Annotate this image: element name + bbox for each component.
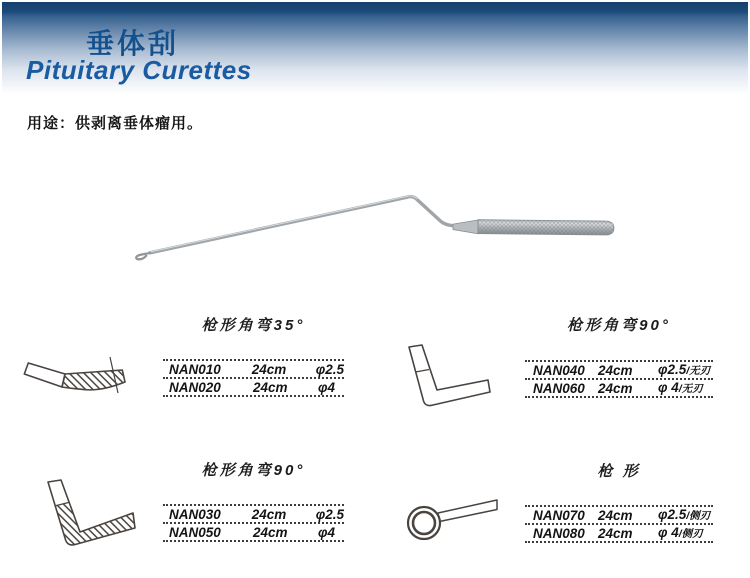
spec-cell: φ2.5/侧刃 — [658, 507, 711, 522]
spec-cell: φ 4/无刃 — [658, 380, 703, 395]
section-title-35deg: 枪形角弯35° — [201, 317, 306, 334]
tip-drawing-90deg-hatched-icon — [35, 472, 145, 552]
section-title-90deg-b: 枪形角弯90° — [201, 462, 306, 479]
length-cell: 24cm — [253, 379, 288, 395]
table-row — [163, 524, 344, 542]
table-row — [163, 506, 344, 524]
section-title-90deg-a: 枪形角弯90° — [567, 317, 671, 334]
length-cell: 24cm — [598, 507, 633, 523]
spec-table-90deg-a — [525, 360, 713, 398]
spec-table-90deg-b — [163, 504, 344, 542]
model-cell: NAN050 — [169, 524, 221, 540]
section-title-gun: 枪 形 — [597, 463, 641, 480]
spec-cell: φ4 — [318, 379, 336, 395]
page-title-english: Pituitary Curettes — [26, 55, 252, 85]
instrument-photo — [60, 160, 660, 270]
table-row — [525, 362, 713, 380]
usage-note: 用途：供剥离垂体瘤用。 — [27, 115, 204, 132]
model-cell: NAN020 — [169, 379, 221, 395]
tip-drawing-ring-icon — [395, 485, 515, 565]
length-cell: 24cm — [251, 361, 287, 377]
length-cell: 24cm — [598, 362, 633, 378]
table-row — [525, 380, 713, 398]
length-cell: 24cm — [598, 380, 633, 396]
table-row — [163, 361, 344, 379]
curette-hook-tip — [136, 253, 150, 260]
model-cell: NAN070 — [533, 507, 585, 523]
length-cell: 24cm — [251, 506, 287, 522]
model-cell: NAN030 — [169, 506, 221, 522]
tip-drawing-35deg-icon — [15, 352, 135, 402]
spec-cell: φ 4/侧刃 — [658, 525, 703, 540]
page-title-chinese: 垂体刮 — [86, 28, 180, 59]
spec-cell: φ2.5 — [315, 506, 344, 522]
length-cell: 24cm — [598, 525, 633, 541]
table-row — [525, 525, 713, 543]
spec-table-gun — [525, 505, 713, 543]
length-cell: 24cm — [253, 524, 288, 540]
model-cell: NAN060 — [533, 380, 585, 396]
spec-cell: φ4 — [318, 524, 336, 540]
table-row — [525, 507, 713, 525]
curette-shaft — [150, 197, 456, 253]
handle-ferrule — [453, 220, 478, 234]
tip-drawing-90deg-plain-icon — [395, 340, 500, 415]
model-cell: NAN010 — [169, 361, 221, 377]
model-cell: NAN040 — [533, 362, 585, 378]
spec-cell: φ2.5 — [315, 361, 344, 377]
spec-cell: φ2.5/无刃 — [658, 362, 711, 377]
model-cell: NAN080 — [533, 525, 585, 541]
spec-table-35deg — [163, 359, 344, 397]
table-row — [163, 379, 344, 397]
